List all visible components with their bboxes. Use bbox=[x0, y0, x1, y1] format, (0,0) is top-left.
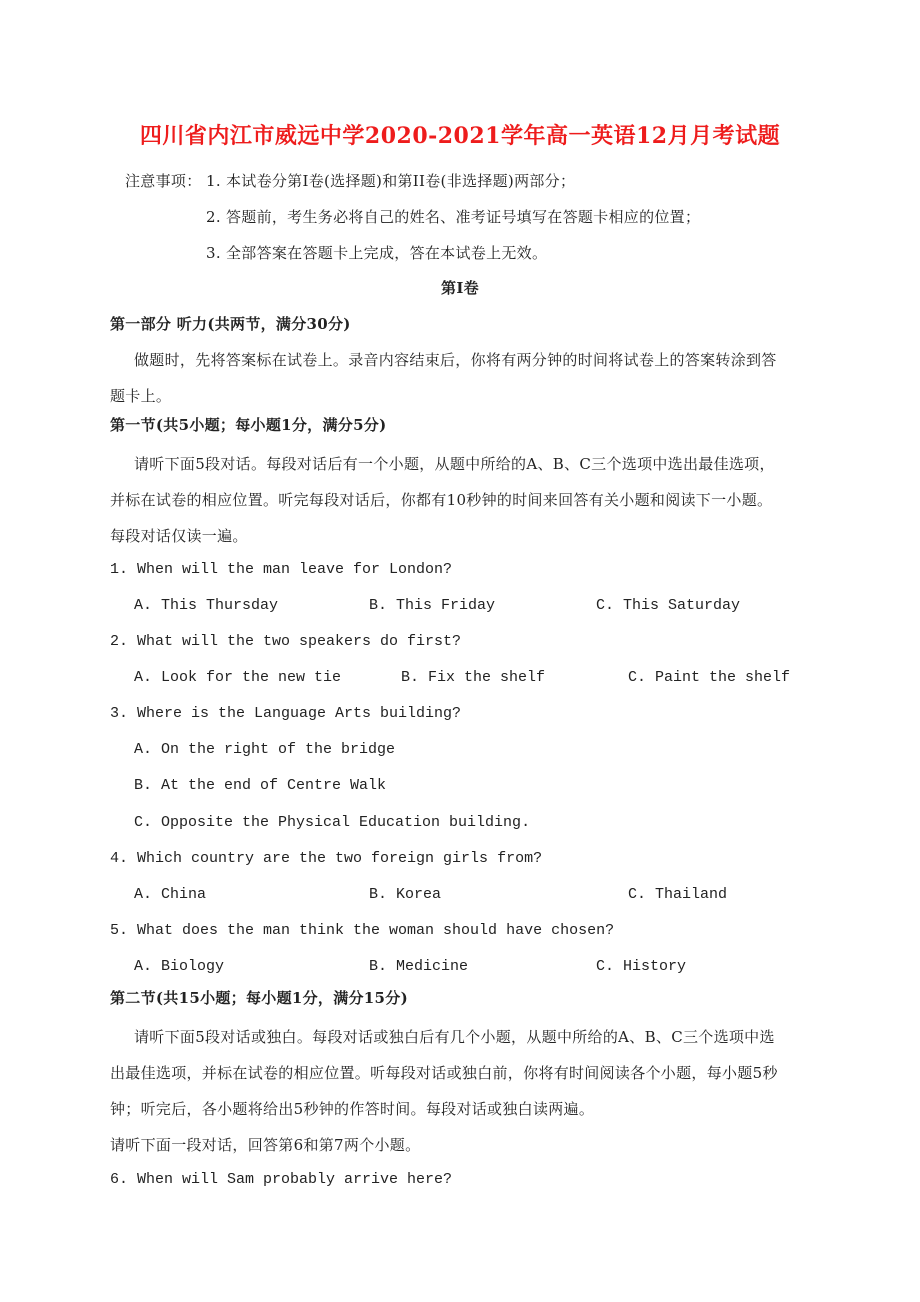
option: A. Biology bbox=[134, 958, 225, 975]
option: C. This Saturday bbox=[596, 597, 741, 614]
part1-intro: 题卡上。 bbox=[110, 387, 172, 405]
section1-intro: 每段对话仅读一遍。 bbox=[110, 527, 248, 545]
section1-intro: 并标在试卷的相应位置。听完每段对话后，你都有10秒钟的时间来回答有关小题和阅读下一小题。 bbox=[110, 491, 773, 509]
notice-label: 注意事项： bbox=[125, 172, 202, 190]
question: 2. What will the two speakers do first? bbox=[110, 633, 462, 650]
option: B. At the end of Centre Walk bbox=[134, 777, 387, 794]
section2-heading: 第二节(共15小题；每小题1分，满分15分) bbox=[110, 989, 408, 1007]
option: C. Paint the shelf bbox=[628, 669, 791, 686]
option: A. China bbox=[134, 886, 207, 903]
question: 3. Where is the Language Arts building? bbox=[110, 705, 462, 722]
notice-item: 1. 本试卷分第I卷(选择题)和第II卷(非选择题)两部分； bbox=[206, 172, 576, 190]
option: B. Medicine bbox=[369, 958, 469, 975]
question: 1. When will the man leave for London? bbox=[110, 561, 453, 578]
option: C. Opposite the Physical Education building. bbox=[134, 814, 531, 831]
question: 4. Which country are the two foreign girls from? bbox=[110, 850, 543, 867]
section2-intro: 请听下面5段对话或独白。每段对话或独白后有几个小题，从题中所给的A、B、C三个选项中选 bbox=[134, 1028, 775, 1046]
option: B. Fix the shelf bbox=[401, 669, 546, 686]
option: B. Korea bbox=[369, 886, 442, 903]
dialog-intro: 请听下面一段对话，回答第6和第7两个小题。 bbox=[110, 1136, 421, 1154]
option: C. Thailand bbox=[628, 886, 728, 903]
option: A. This Thursday bbox=[134, 597, 279, 614]
part1-intro: 做题时，先将答案标在试卷上。录音内容结束后，你将有两分钟的时间将试卷上的答案转涂到答 bbox=[134, 351, 777, 369]
option: B. This Friday bbox=[369, 597, 496, 614]
option: A. On the right of the bridge bbox=[134, 741, 396, 758]
page-title: 四川省内江市威远中学2020-2021学年高一英语12月月考试题 bbox=[139, 123, 781, 149]
section2-intro: 出最佳选项，并标在试卷的相应位置。听每段对话或独白前，你将有时间阅读各个小题，每小题5秒 bbox=[110, 1064, 778, 1082]
question: 6. When will Sam probably arrive here? bbox=[110, 1171, 453, 1188]
section2-intro: 钟；听完后，各小题将给出5秒钟的作答时间。每段对话或独白读两遍。 bbox=[110, 1100, 595, 1118]
section1-heading: 第一节(共5小题；每小题1分，满分5分) bbox=[110, 416, 387, 434]
volume-heading: 第I卷 bbox=[441, 279, 479, 297]
notice-item: 3. 全部答案在答题卡上完成，答在本试卷上无效。 bbox=[206, 244, 548, 262]
question: 5. What does the man think the woman should have chosen? bbox=[110, 922, 615, 939]
part1-heading: 第一部分 听力(共两节，满分30分) bbox=[110, 315, 351, 333]
section1-intro: 请听下面5段对话。每段对话后有一个小题，从题中所给的A、B、C三个选项中选出最佳选项， bbox=[134, 455, 775, 473]
notice-item: 2. 答题前，考生务必将自己的姓名、准考证号填写在答题卡相应的位置； bbox=[206, 208, 701, 226]
option: C. History bbox=[596, 958, 687, 975]
option: A. Look for the new tie bbox=[134, 669, 342, 686]
